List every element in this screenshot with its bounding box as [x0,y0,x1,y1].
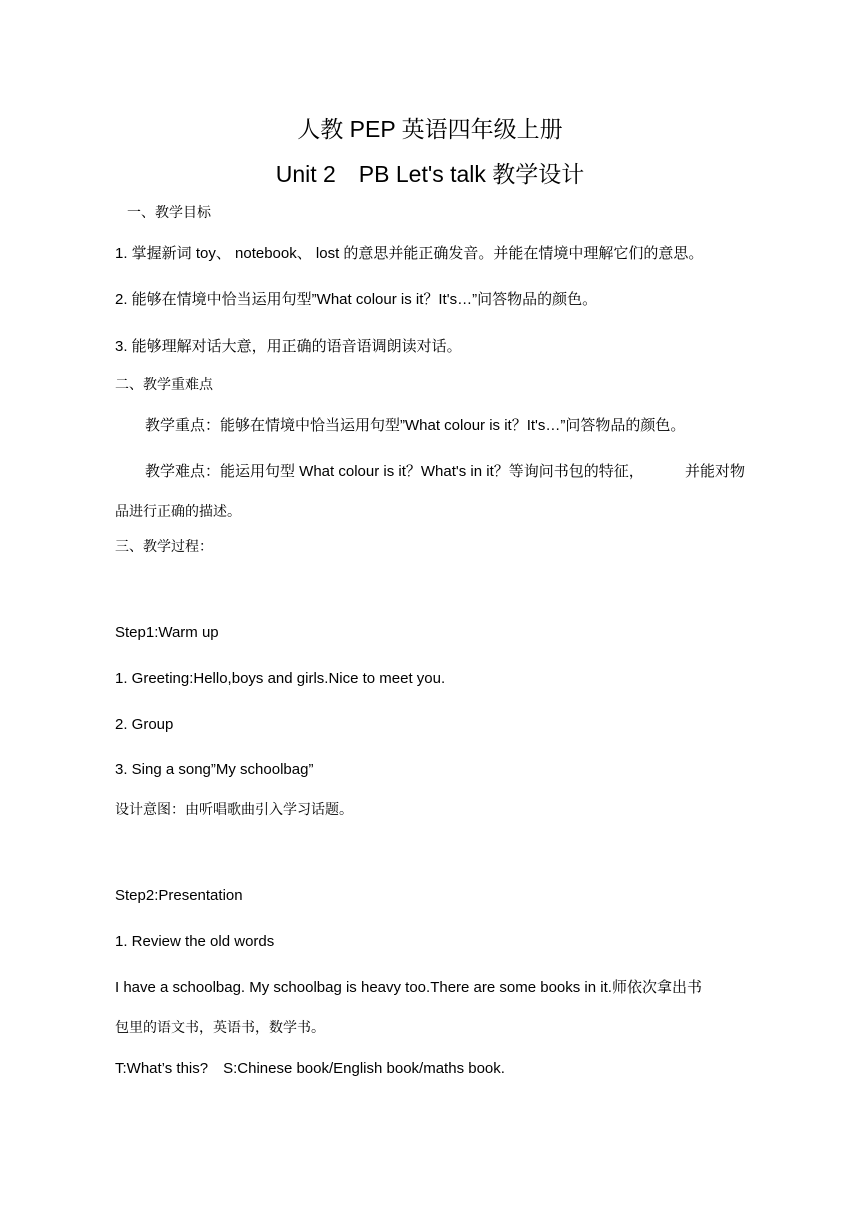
difficult-point-continuation: 品进行正确的描述。 [115,504,241,520]
key-point-text: 教学重点：能够在情境中恰当运用句型”What colour is it？It's…”问答物品的颜色。 [145,417,686,434]
step2-paragraph-continuation: 包里的语文书，英语书，数学书。 [115,1020,325,1036]
section-heading-process: 三、教学过程： [115,539,213,555]
step1-design-intent: 设计意图：由听唱歌曲引入学习话题。 [115,802,353,818]
step1-heading: Step1:Warm up [115,624,219,641]
step2-item-1: 1. Review the old words [115,933,275,950]
objective-item-2: 2. 能够在情境中恰当运用句型”What colour is it？It's…”问答物品的颜色。 [115,291,598,308]
step2-dialog: T:What’s this? S:Chinese book/English book/maths book. [115,1060,505,1077]
step2-paragraph: I have a schoolbag. My schoolbag is heavy too.There are some books in it.师依次拿出书 [115,979,702,996]
step1-item-2: 2. Group [115,716,174,733]
document-title: 人教 PEP 英语四年级上册 [297,116,563,142]
section-heading-key-points: 二、教学重难点 [115,377,213,393]
objective-item-1: 1. 掌握新词 toy、 notebook、 lost 的意思并能正确发音。并能在情境中理解它们的意思。 [115,245,704,262]
step1-item-1: 1. Greeting:Hello,boys and girls.Nice to meet you. [115,670,446,687]
section-heading-objectives: 一、教学目标 [127,205,211,221]
step1-item-3: 3. Sing a song”My schoolbag” [115,761,314,778]
step2-heading: Step2:Presentation [115,887,243,904]
objective-item-3: 3. 能够理解对话大意，用正确的语音语调朗读对话。 [115,338,462,355]
document-subtitle: Unit 2 PB Let's talk 教学设计 [275,161,585,187]
difficult-point-line [145,462,745,482]
difficult-point-text: 教学难点：能运用句型 What colour is it？What's in it？等询问书包的特征， [145,463,644,480]
difficult-point-tail: 并能对物 [684,463,745,480]
